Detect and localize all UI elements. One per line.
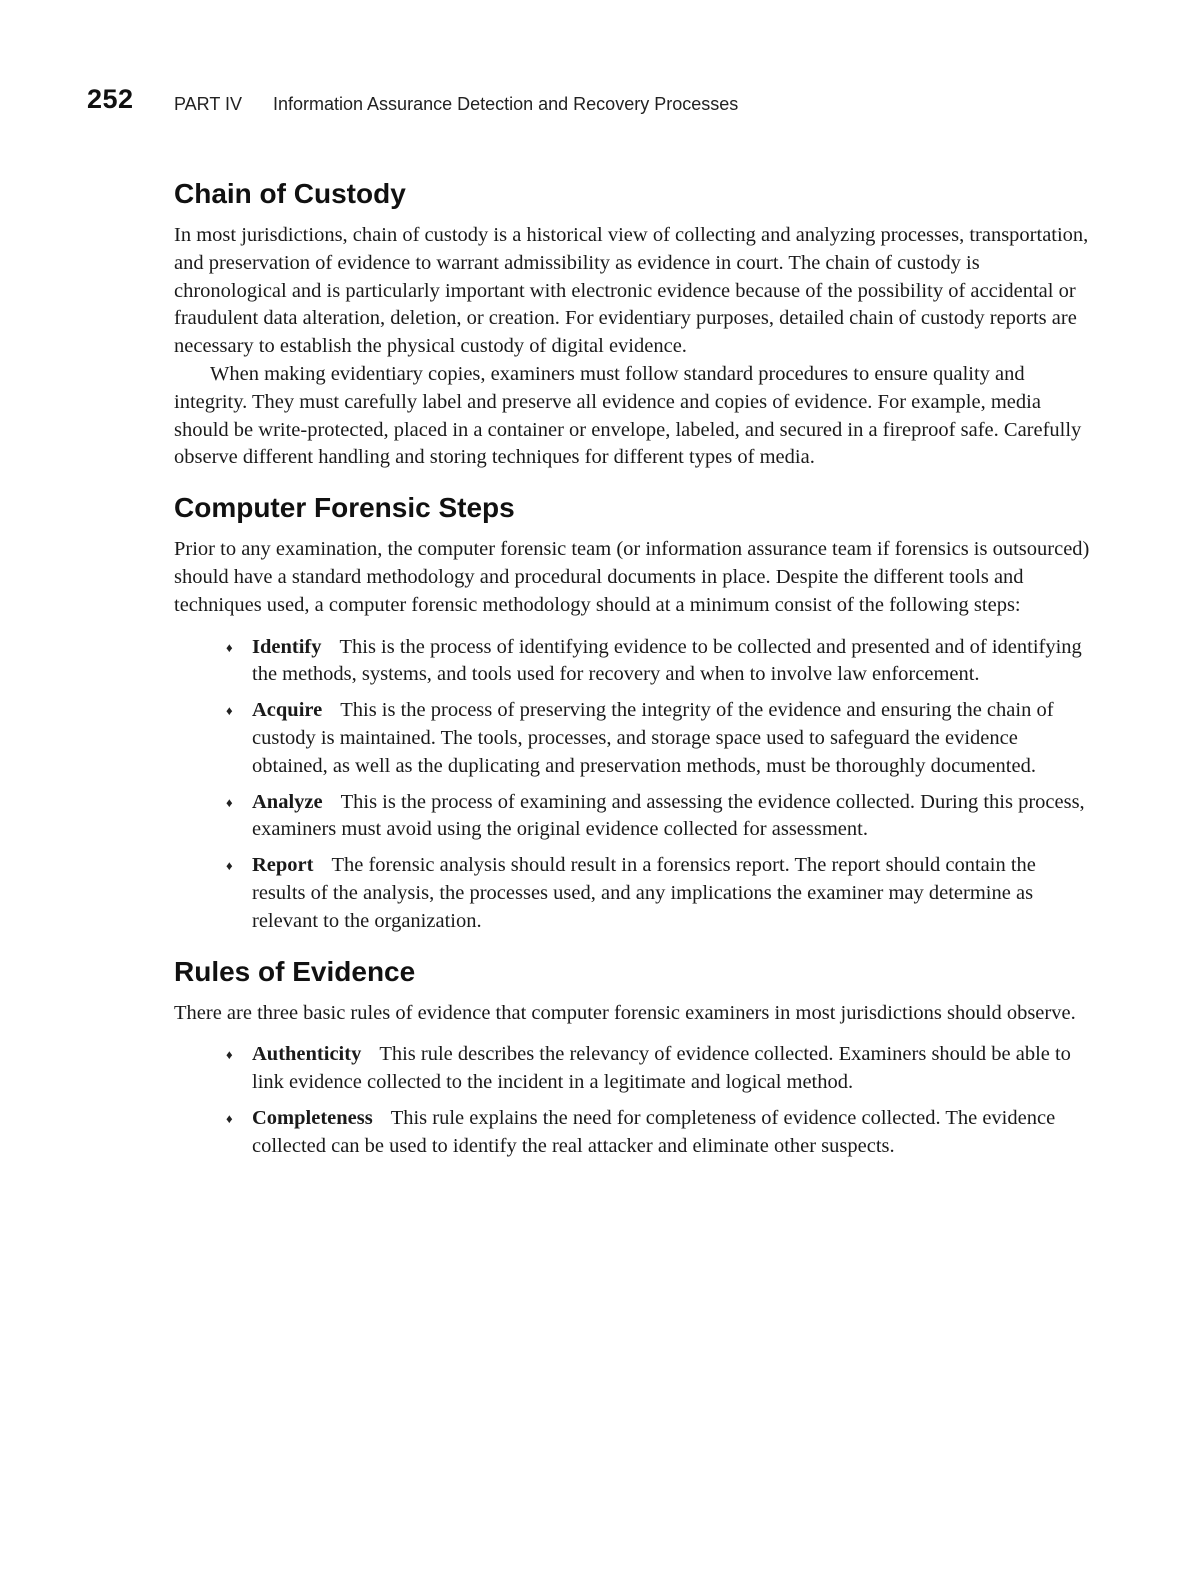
list-item-text: The forensic analysis should result in a forensics report. The report should contain the results of the analysis, the processes used, and any implications the examiner may determine as relevant to the organization. <box>252 854 1036 932</box>
list-item-term: Report <box>252 854 314 877</box>
list-item-term: Authenticity <box>252 1043 362 1066</box>
page-content <box>174 176 1094 1169</box>
running-head <box>87 84 1087 124</box>
page-number: 252 <box>87 84 134 114</box>
list-item-text: This is the process of preserving the integrity of the evidence and ensuring the chain of custody is maintained. The tools, processes, and storage space used to safeguard the evidence obtained, as well as the duplicating and preservation methods, must be thoroughly documented. <box>252 699 1054 777</box>
list-item-term: Identify <box>252 635 322 658</box>
section-chain-of-custody <box>174 176 1094 472</box>
section-heading: Computer Forensic Steps <box>174 492 515 524</box>
steps-list <box>174 634 1094 936</box>
section-rules-of-evidence <box>174 954 1094 1161</box>
paragraph: When making evidentiary copies, examiners must follow standard procedures to ensure quality and integrity. They must carefully label and preserve all evidence and copies of evidence. For example, media should be write-protected, placed in a container or envelope, labeled, and secured in a fireproof safe. Carefully observe different handling and storing techniques for different types of media. <box>174 362 1082 469</box>
rules-list <box>174 1041 1094 1160</box>
list-item-term: Acquire <box>252 699 323 722</box>
list-item <box>252 634 1094 690</box>
list-item-text: This rule describes the relevancy of evidence collected. Examiners should be able to link evidence collected to the incident in a legitimate and logical method. <box>252 1043 1071 1094</box>
list-item-text: This is the process of examining and assessing the evidence collected. During this process, examiners must avoid using the original evidence collected for assessment. <box>252 790 1085 841</box>
list-item-term: Analyze <box>252 790 323 813</box>
list-item-text: This rule explains the need for completeness of evidence collected. The evidence collected can be used to identify the real attacker and eliminate other suspects. <box>252 1106 1056 1157</box>
list-item <box>252 789 1094 845</box>
paragraph: There are three basic rules of evidence that computer forensic examiners in most jurisdictions should observe. <box>174 1001 1076 1024</box>
part-label: PART IV <box>174 94 243 114</box>
list-item <box>252 697 1094 780</box>
section-heading: Chain of Custody <box>174 178 406 209</box>
list-item <box>252 1041 1094 1097</box>
list-item-term: Completeness <box>252 1106 373 1129</box>
list-item <box>252 852 1094 935</box>
paragraph: Prior to any examination, the computer forensic team (or information assurance team if forensics is outsourced) should have a standard methodology and procedural documents in place. Despite the different tools and techniques used, a computer forensic methodology should at a minimum consist of the following steps: <box>174 538 1090 616</box>
paragraph: In most jurisdictions, chain of custody is a historical view of collecting and analyzing processes, transportation, and preservation of evidence to warrant admissibility as evidence in court. The chain of custody is chronological and is particularly important with electronic evidence because of the possibility of accidental or fraudulent data alteration, deletion, or creation. For evidentiary purposes, detailed chain of custody reports are necessary to establish the physical custody of digital evidence. <box>174 224 1089 358</box>
section-computer-forensic-steps <box>174 490 1094 935</box>
list-item-text: This is the process of identifying evidence to be collected and presented and of identifying the methods, systems, and tools used for recovery and when to involve law enforcement. <box>252 635 1082 686</box>
list-item <box>252 1105 1094 1161</box>
section-heading: Rules of Evidence <box>174 955 416 987</box>
part-title: Information Assurance Detection and Recovery Processes <box>273 94 739 114</box>
